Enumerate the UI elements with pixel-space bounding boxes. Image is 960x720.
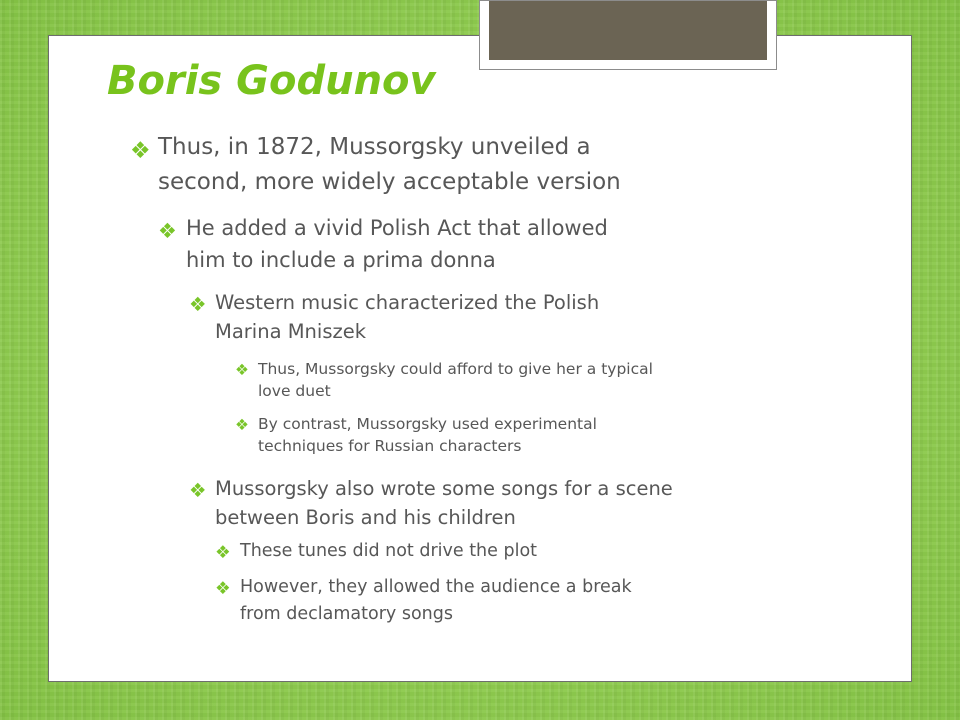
bullet-line: Thus, Mussorgsky could afford to give her a typical xyxy=(258,360,653,378)
bullet-line: He added a vivid Polish Act that allowed xyxy=(186,216,608,240)
bullet-icon: ❖ xyxy=(130,138,151,164)
bullet-item-level3 xyxy=(215,474,673,532)
bullet-item-level2 xyxy=(186,212,608,276)
bullet-item-level5 xyxy=(240,538,537,565)
bullet-line: Thus, in 1872, Mussorgsky unveiled a xyxy=(158,134,591,160)
bullet-icon: ❖ xyxy=(235,361,249,379)
bullet-line: second, more widely acceptable version xyxy=(158,169,621,195)
bullet-line: techniques for Russian characters xyxy=(258,437,522,455)
bullet-line: between Boris and his children xyxy=(215,506,516,529)
bullet-line: Marina Mniszek xyxy=(215,320,367,343)
bullet-line: Western music characterized the Polish xyxy=(215,291,600,314)
bullet-item-level5 xyxy=(240,574,632,628)
bullet-line: from declamatory songs xyxy=(240,604,453,624)
bullet-icon: ❖ xyxy=(215,543,231,563)
bullet-line: By contrast, Mussorgsky used experimental xyxy=(258,415,597,433)
bullet-icon: ❖ xyxy=(215,579,231,599)
bullet-item-level3 xyxy=(215,288,599,346)
bullet-icon: ❖ xyxy=(158,219,177,243)
bullet-icon: ❖ xyxy=(189,293,207,316)
bullet-item-level1 xyxy=(158,130,621,200)
bullet-item-level4 xyxy=(258,358,653,402)
slide-title: Boris Godunov xyxy=(107,58,436,104)
bullet-icon: ❖ xyxy=(189,479,207,502)
bullet-line: him to include a prima donna xyxy=(186,248,496,272)
bullet-line: However, they allowed the audience a break xyxy=(240,577,632,597)
bullet-icon: ❖ xyxy=(235,416,249,434)
bullet-line: These tunes did not drive the plot xyxy=(240,541,538,561)
bullet-item-level4 xyxy=(258,413,597,457)
bullet-line: love duet xyxy=(258,382,331,400)
bullet-line: Mussorgsky also wrote some songs for a scene xyxy=(215,477,673,500)
